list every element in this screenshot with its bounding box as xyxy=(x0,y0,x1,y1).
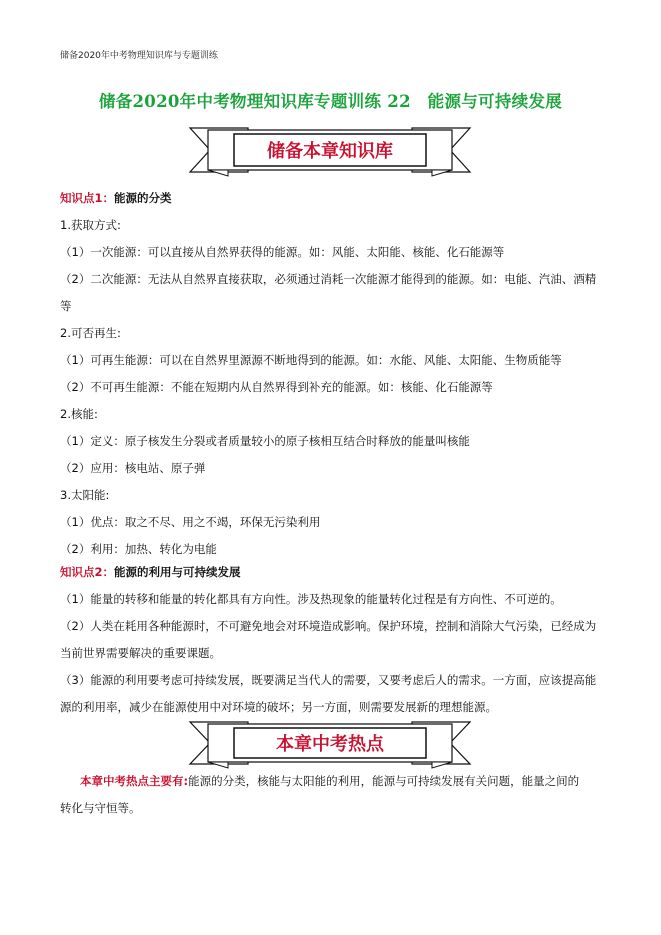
banner-title-hotspots: 本章中考热点 xyxy=(276,734,384,755)
knowledge-point-1-heading xyxy=(60,190,172,206)
kp2-line: （1）能量的转移和能量的转化都具有方向性。涉及热现象的能量转化过程是有方向性、不可逆的。 xyxy=(60,592,562,606)
kp1-line: （1）定义：原子核发生分裂或者质量较小的原子核相互结合时释放的能量叫核能 xyxy=(60,434,470,448)
kp1-line: （2）利用：加热、转化为电能 xyxy=(60,542,217,556)
kp1-line: 等 xyxy=(60,299,72,313)
section-banner-hotspots xyxy=(188,716,472,770)
section-banner-knowledge xyxy=(188,122,472,178)
kp2-line: （3）能源的利用要考虑可持续发展，既要满足当代人的需要，又要考虑后人的需求。一方面，应该提高能 xyxy=(60,673,597,687)
kp1-line: （2）应用：核电站、原子弹 xyxy=(60,461,206,475)
kp2-line: 当前世界需要解决的重要课题。 xyxy=(60,646,221,660)
page-title: 储备2020年中考物理知识库专题训练 22 能源与可持续发展 xyxy=(98,92,563,111)
kp1-title: 能源的分类 xyxy=(114,191,172,205)
hotspots-line-1 xyxy=(80,773,579,789)
kp1-label: 知识点1： xyxy=(60,191,115,205)
kp2-line: （2）人类在耗用各种能源时，不可避免地会对环境造成影响。保护环境，控制和消除大气污染，已经成为 xyxy=(60,619,597,633)
kp1-line: （1）可再生能源：可以在自然界里源源不断地得到的能源。如：水能、风能、太阳能、生物质能等 xyxy=(60,353,562,367)
kp2-label: 知识点2： xyxy=(60,565,115,579)
hotspots-text: 能源的分类，核能与太阳能的利用，能源与可持续发展有关问题，能量之间的 xyxy=(188,774,580,788)
hotspots-label: 本章中考热点主要有: xyxy=(80,774,189,788)
kp1-line: （2）不可再生能源：不能在短期内从自然界得到补充的能源。如：核能、化石能源等 xyxy=(60,380,493,394)
kp1-line: 3.太阳能: xyxy=(60,488,110,502)
kp1-line: 2.可否再生: xyxy=(60,326,121,340)
page-header: 储备2020年中考物理知识库与专题训练 xyxy=(60,51,218,61)
kp2-line: 源的利用率，减少在能源使用中对环境的破坏；另一方面，则需要发展新的理想能源。 xyxy=(60,700,497,714)
kp1-line: 2.核能: xyxy=(60,407,98,421)
knowledge-point-2-heading xyxy=(60,564,241,580)
kp1-line: 1.获取方式: xyxy=(60,218,121,232)
kp1-line: （2）二次能源：无法从自然界直接获取，必须通过消耗一次能源才能得到的能源。如：电能、汽油、酒精 xyxy=(60,272,597,286)
banner-title-knowledge: 储备本章知识库 xyxy=(267,141,393,162)
kp1-line: （1）优点：取之不尽、用之不竭，环保无污染利用 xyxy=(60,515,321,529)
hotspots-line-2: 转化与守恒等。 xyxy=(60,801,141,815)
kp2-title: 能源的利用与可持续发展 xyxy=(114,565,241,579)
kp1-line: （1）一次能源：可以直接从自然界获得的能源。如：风能、太阳能、核能、化石能源等 xyxy=(60,245,505,259)
